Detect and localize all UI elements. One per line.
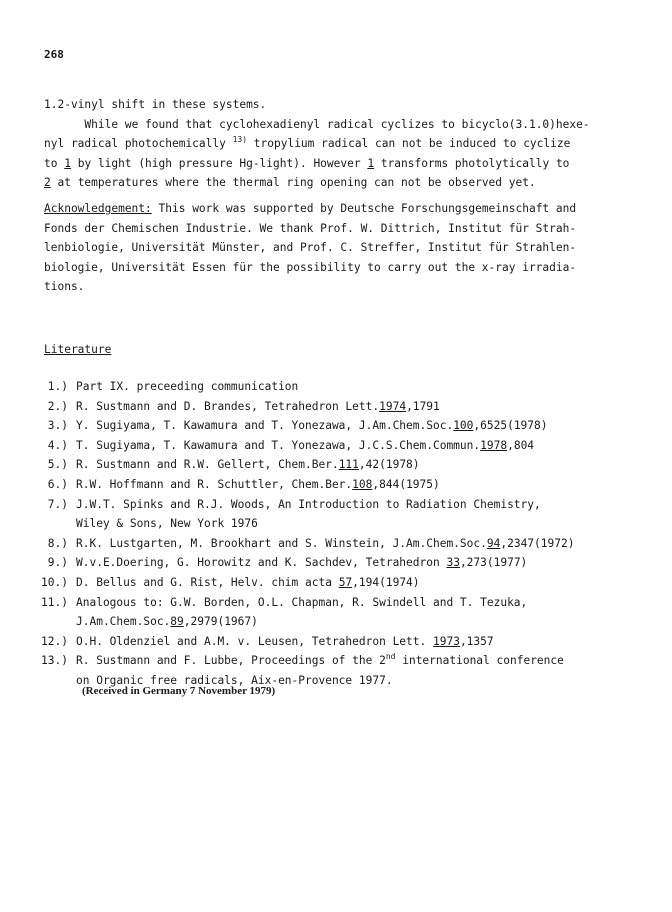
acknowledgement-label: Acknowledgement: — [44, 202, 152, 215]
reference-item — [0, 553, 574, 573]
reference-item — [0, 534, 574, 554]
reference-text: Analogous to: G.W. Borden, O.L. Chapman, R. Swindell and T. Tezuka, — [76, 595, 528, 609]
reference-text: D. Bellus and G. Rist, Helv. chim acta 57,194(1974) — [76, 575, 420, 589]
reference-number: 6.) — [47, 477, 68, 491]
reference-number: 2.) — [47, 399, 68, 413]
reference-item — [0, 632, 574, 652]
reference-text: J.W.T. Spinks and R.J. Woods, An Introduction to Radiation Chemistry, — [76, 497, 541, 511]
compound-ref: 2 — [44, 176, 51, 190]
literature-heading: Literature — [44, 343, 112, 356]
reference-text: T. Sugiyama, T. Kawamura and T. Yonezawa, J.C.S.Chem.Commun.1978,804 — [76, 438, 535, 452]
reference-item — [0, 416, 574, 436]
reference-text: R. Sustmann and F. Lubbe, Proceedings of the 2nd international conference — [76, 652, 564, 668]
reference-text: R. Sustmann and R.W. Gellert, Chem.Ber.111,42(1978) — [76, 458, 420, 472]
reference-text: O.H. Oldenziel and A.M. v. Leusen, Tetrahedron Lett. 1973,1357 — [76, 634, 494, 648]
reference-number: 12.) — [41, 634, 68, 648]
body-line: tropylium radical can not be induced to cyclize — [247, 137, 571, 151]
citation-superscript: 13) — [232, 135, 248, 145]
reference-list — [0, 377, 574, 691]
reference-continuation: on Organic free radicals, Aix-en-Provence 1977. — [76, 673, 393, 687]
acknowledgement-section: Acknowledgement: This work was supported by Deutsche Forschungsgemeinschaft and Fonds der Chemischen Industrie. We thank Prof. W. Dittrich, Institut für Strah- lenbiologie, Universität Münster, and Prof. C. Streffer, Institut für Strahlen- biologie, Universität Essen für the possibility to carry out the x-ray irradia- tions. — [44, 202, 577, 294]
body-line: 1.2-vinyl shift in these systems. — [44, 98, 267, 111]
reference-text: Part IX. preceeding communication — [76, 380, 299, 393]
reference-number: 8.) — [47, 536, 68, 550]
reference-item — [0, 495, 574, 515]
reference-text: Y. Sugiyama, T. Kawamura and T. Yonezawa, J.Am.Chem.Soc.100,6525(1978) — [76, 419, 548, 433]
reference-text: R. Sustmann and D. Brandes, Tetrahedron Lett.1974,1791 — [76, 399, 440, 413]
body-line: nyl radical photochemically — [44, 137, 233, 151]
reference-item — [0, 377, 574, 397]
reference-text: W.v.E.Doering, G. Horowitz and K. Sachdev, Tetrahedron 33,273(1977) — [76, 556, 528, 570]
compound-ref: 1 — [64, 156, 71, 170]
reference-item — [0, 397, 574, 417]
reference-item — [0, 573, 574, 593]
body-text: 1.2-vinyl shift in these systems. While we found that cyclohexadienyl radical cyclizes to bicyclo(3.1.0)hexe- nyl radical photochemically $^{13)}$ tropylium radical can not be induced to cyclize to 1 by light (high pressure Hg-light). However 1 transforms photolytically to 2 at temperatures where the thermal ring opening can not be observed yet. — [44, 98, 590, 190]
compound-ref: 1 — [367, 156, 375, 170]
page-number: 268 — [44, 48, 64, 61]
reference-text: R.W. Hoffmann and R. Schuttler, Chem.Ber.108,844(1975) — [76, 477, 440, 491]
received-date: (Received in Germany 7 November 1979) — [82, 685, 276, 697]
reference-item — [0, 593, 574, 613]
reference-item — [0, 436, 574, 456]
reference-number: 7.) — [47, 497, 68, 511]
reference-text: R.K. Lustgarten, M. Brookhart and S. Winstein, J.Am.Chem.Soc.94,2347(1972) — [76, 536, 575, 550]
reference-number: 5.) — [47, 458, 68, 472]
reference-number: 4.) — [47, 438, 68, 452]
reference-number: 13.) — [41, 654, 68, 668]
reference-number: 3.) — [47, 419, 68, 433]
reference-item — [0, 651, 574, 671]
reference-number: 11.) — [41, 595, 68, 609]
reference-item — [0, 475, 574, 495]
reference-continuation: Wiley & Sons, New York 1976 — [76, 517, 258, 531]
reference-number: 9.) — [47, 556, 68, 570]
reference-number: 10.) — [41, 575, 68, 589]
reference-continuation: J.Am.Chem.Soc.89,2979(1967) — [76, 615, 258, 629]
reference-number: 1.) — [47, 380, 68, 393]
body-line: While we found that cyclohexadienyl radical cyclizes to bicyclo(3.1.0)hexe- — [84, 117, 590, 131]
reference-item — [0, 455, 574, 475]
